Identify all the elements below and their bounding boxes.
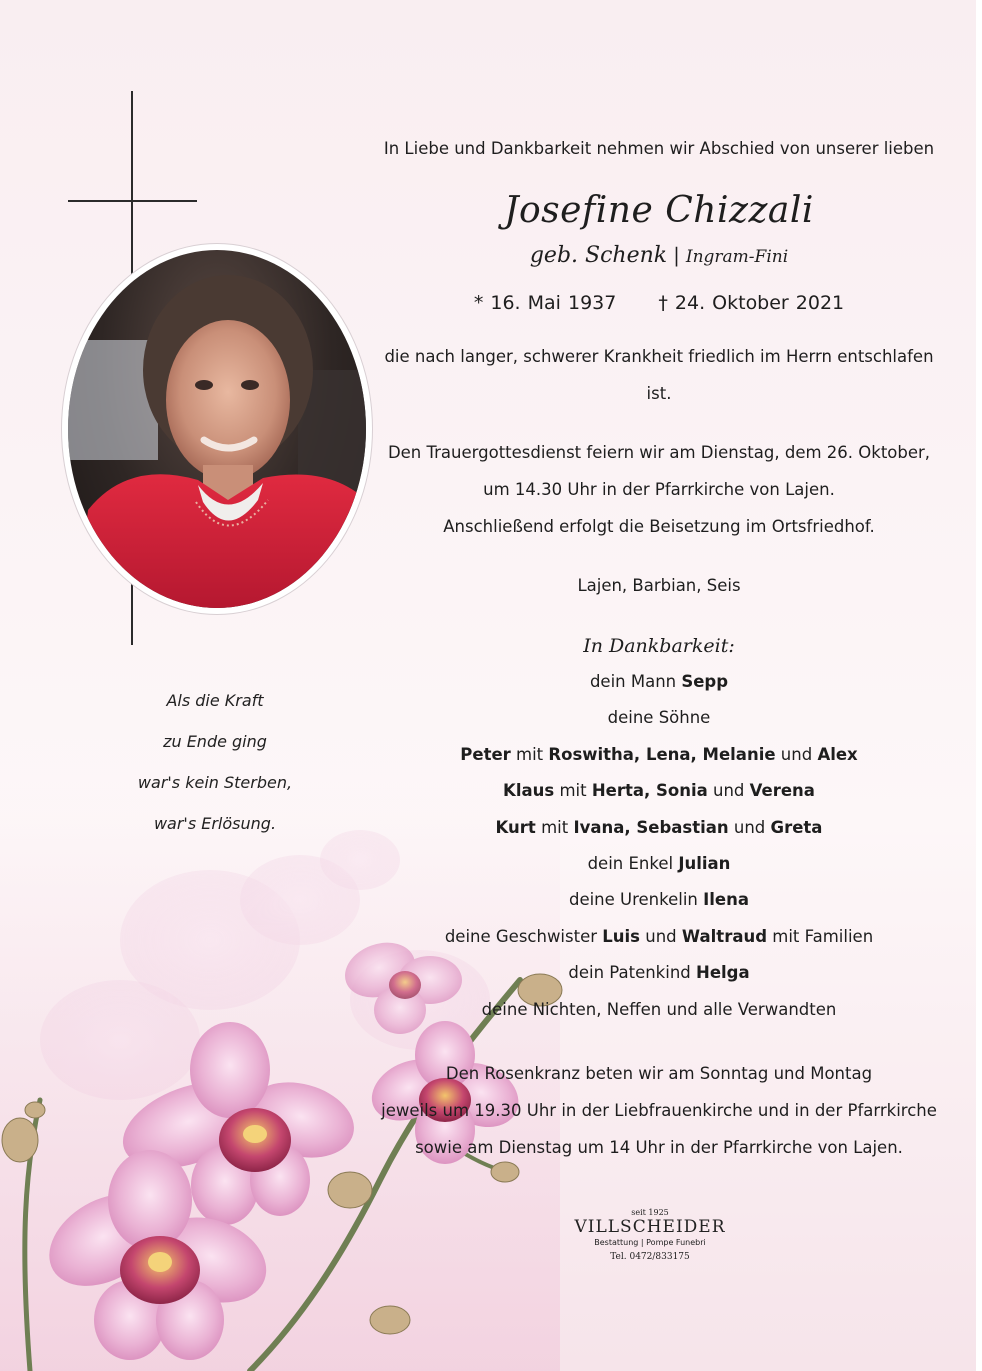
- cross-icon-horizontal: [68, 200, 197, 202]
- poem-line: zu Ende ging: [163, 732, 267, 751]
- death-date: † 24. Oktober 2021: [658, 292, 845, 314]
- service-line: Anschließend erfolgt die Beisetzung im Ortsfriedhof.: [443, 517, 875, 536]
- family-line: [370, 664, 948, 700]
- family-text: mit: [535, 817, 574, 837]
- family-name: Julian: [678, 854, 731, 874]
- notice-text: [370, 130, 948, 1166]
- logo-services: Bestattung | Pompe Funebri: [594, 1238, 706, 1247]
- family-name: Alex: [817, 744, 858, 764]
- family-text: dein Mann: [589, 672, 682, 691]
- poem-line: war's Erlösung.: [153, 814, 277, 833]
- service-line: Den Trauergottesdienst feiern wir am Dienstag, dem 26. Oktober,: [387, 443, 931, 462]
- family-line: [370, 810, 948, 846]
- places: Lajen, Barbian, Seis: [577, 576, 741, 595]
- family-name: Sepp: [681, 672, 729, 691]
- family-line: [370, 737, 948, 773]
- family-text: dein Enkel: [587, 854, 679, 874]
- family-text: mit Familien: [767, 926, 874, 946]
- rosary-line: sowie am Dienstag um 14 Uhr in der Pfarrkirche von Lajen.: [415, 1138, 903, 1158]
- thanks-heading: In Dankbarkeit:: [583, 635, 735, 657]
- family-text: dein Patenkind: [568, 963, 697, 983]
- family-line: [370, 700, 948, 736]
- family-text: deine Nichten, Neffen und alle Verwandten: [481, 999, 837, 1019]
- logo-since: seit 1925: [631, 1208, 669, 1217]
- service-line: um 14.30 Uhr in der Pfarrkirche von Lajen.: [483, 480, 835, 499]
- family-name: Waltraud: [681, 926, 768, 946]
- family-name: Herta, Sonia: [591, 781, 708, 801]
- family-text: und: [707, 781, 750, 801]
- family-name: Kurt: [495, 817, 536, 837]
- family-name: Klaus: [503, 781, 555, 801]
- family-line: [370, 992, 948, 1028]
- family-name: Ivana, Sebastian: [573, 817, 729, 837]
- memorial-poem: [110, 680, 320, 844]
- birth-name-line: [370, 238, 948, 274]
- deceased-name: Josefine Chizzali: [504, 190, 814, 231]
- family-line: [370, 955, 948, 991]
- family-text: mit: [554, 781, 592, 801]
- funeral-home-logo: [560, 1208, 740, 1265]
- portrait-photo: [68, 250, 366, 608]
- family-name: Ilena: [703, 890, 750, 910]
- logo-brand: VILLSCHEIDER: [574, 1217, 726, 1237]
- family-line: [370, 919, 948, 955]
- life-dates: [370, 288, 948, 318]
- family-name: Verena: [749, 781, 815, 801]
- birth-date: * 16. Mai 1937: [473, 292, 617, 314]
- family-text: deine Geschwister: [444, 926, 603, 946]
- name-separator: |: [673, 243, 680, 267]
- family-list: [370, 664, 948, 1028]
- intro-line: In Liebe und Dankbarkeit nehmen wir Abschied von unserer lieben: [383, 139, 935, 158]
- rosary-line: Den Rosenkranz beten wir am Sonntag und Montag: [445, 1064, 873, 1084]
- family-name: Helga: [696, 963, 750, 983]
- family-name: Peter: [460, 744, 511, 764]
- nickname: Ingram-Fini: [685, 247, 789, 267]
- family-text: mit: [510, 744, 549, 764]
- family-text: und: [728, 817, 771, 837]
- poem-line: war's kein Sterben,: [137, 773, 293, 792]
- logo-phone: Tel. 0472/833175: [610, 1252, 690, 1262]
- family-text: deine Söhne: [607, 708, 711, 728]
- portrait-frame: [62, 244, 372, 614]
- family-line: [370, 773, 948, 809]
- family-text: deine Urenkelin: [568, 890, 704, 910]
- service-info: [370, 434, 948, 545]
- birth-name: geb. Schenk: [529, 243, 668, 268]
- family-text: und: [640, 926, 682, 946]
- family-line: [370, 846, 948, 882]
- rosary-line: jeweils um 19.30 Uhr in der Liebfrauenkirche und in der Pfarrkirche: [381, 1101, 937, 1121]
- poem-line: Als die Kraft: [166, 691, 264, 710]
- family-line: [370, 882, 948, 918]
- passing-line: die nach langer, schwerer Krankheit friedlich im Herrn entschlafen ist.: [384, 347, 934, 403]
- rosary-info: [370, 1055, 948, 1166]
- family-name: Luis: [602, 926, 641, 946]
- family-name: Roswitha, Lena, Melanie: [548, 744, 776, 764]
- family-text: und: [775, 744, 818, 764]
- family-name: Greta: [770, 817, 823, 837]
